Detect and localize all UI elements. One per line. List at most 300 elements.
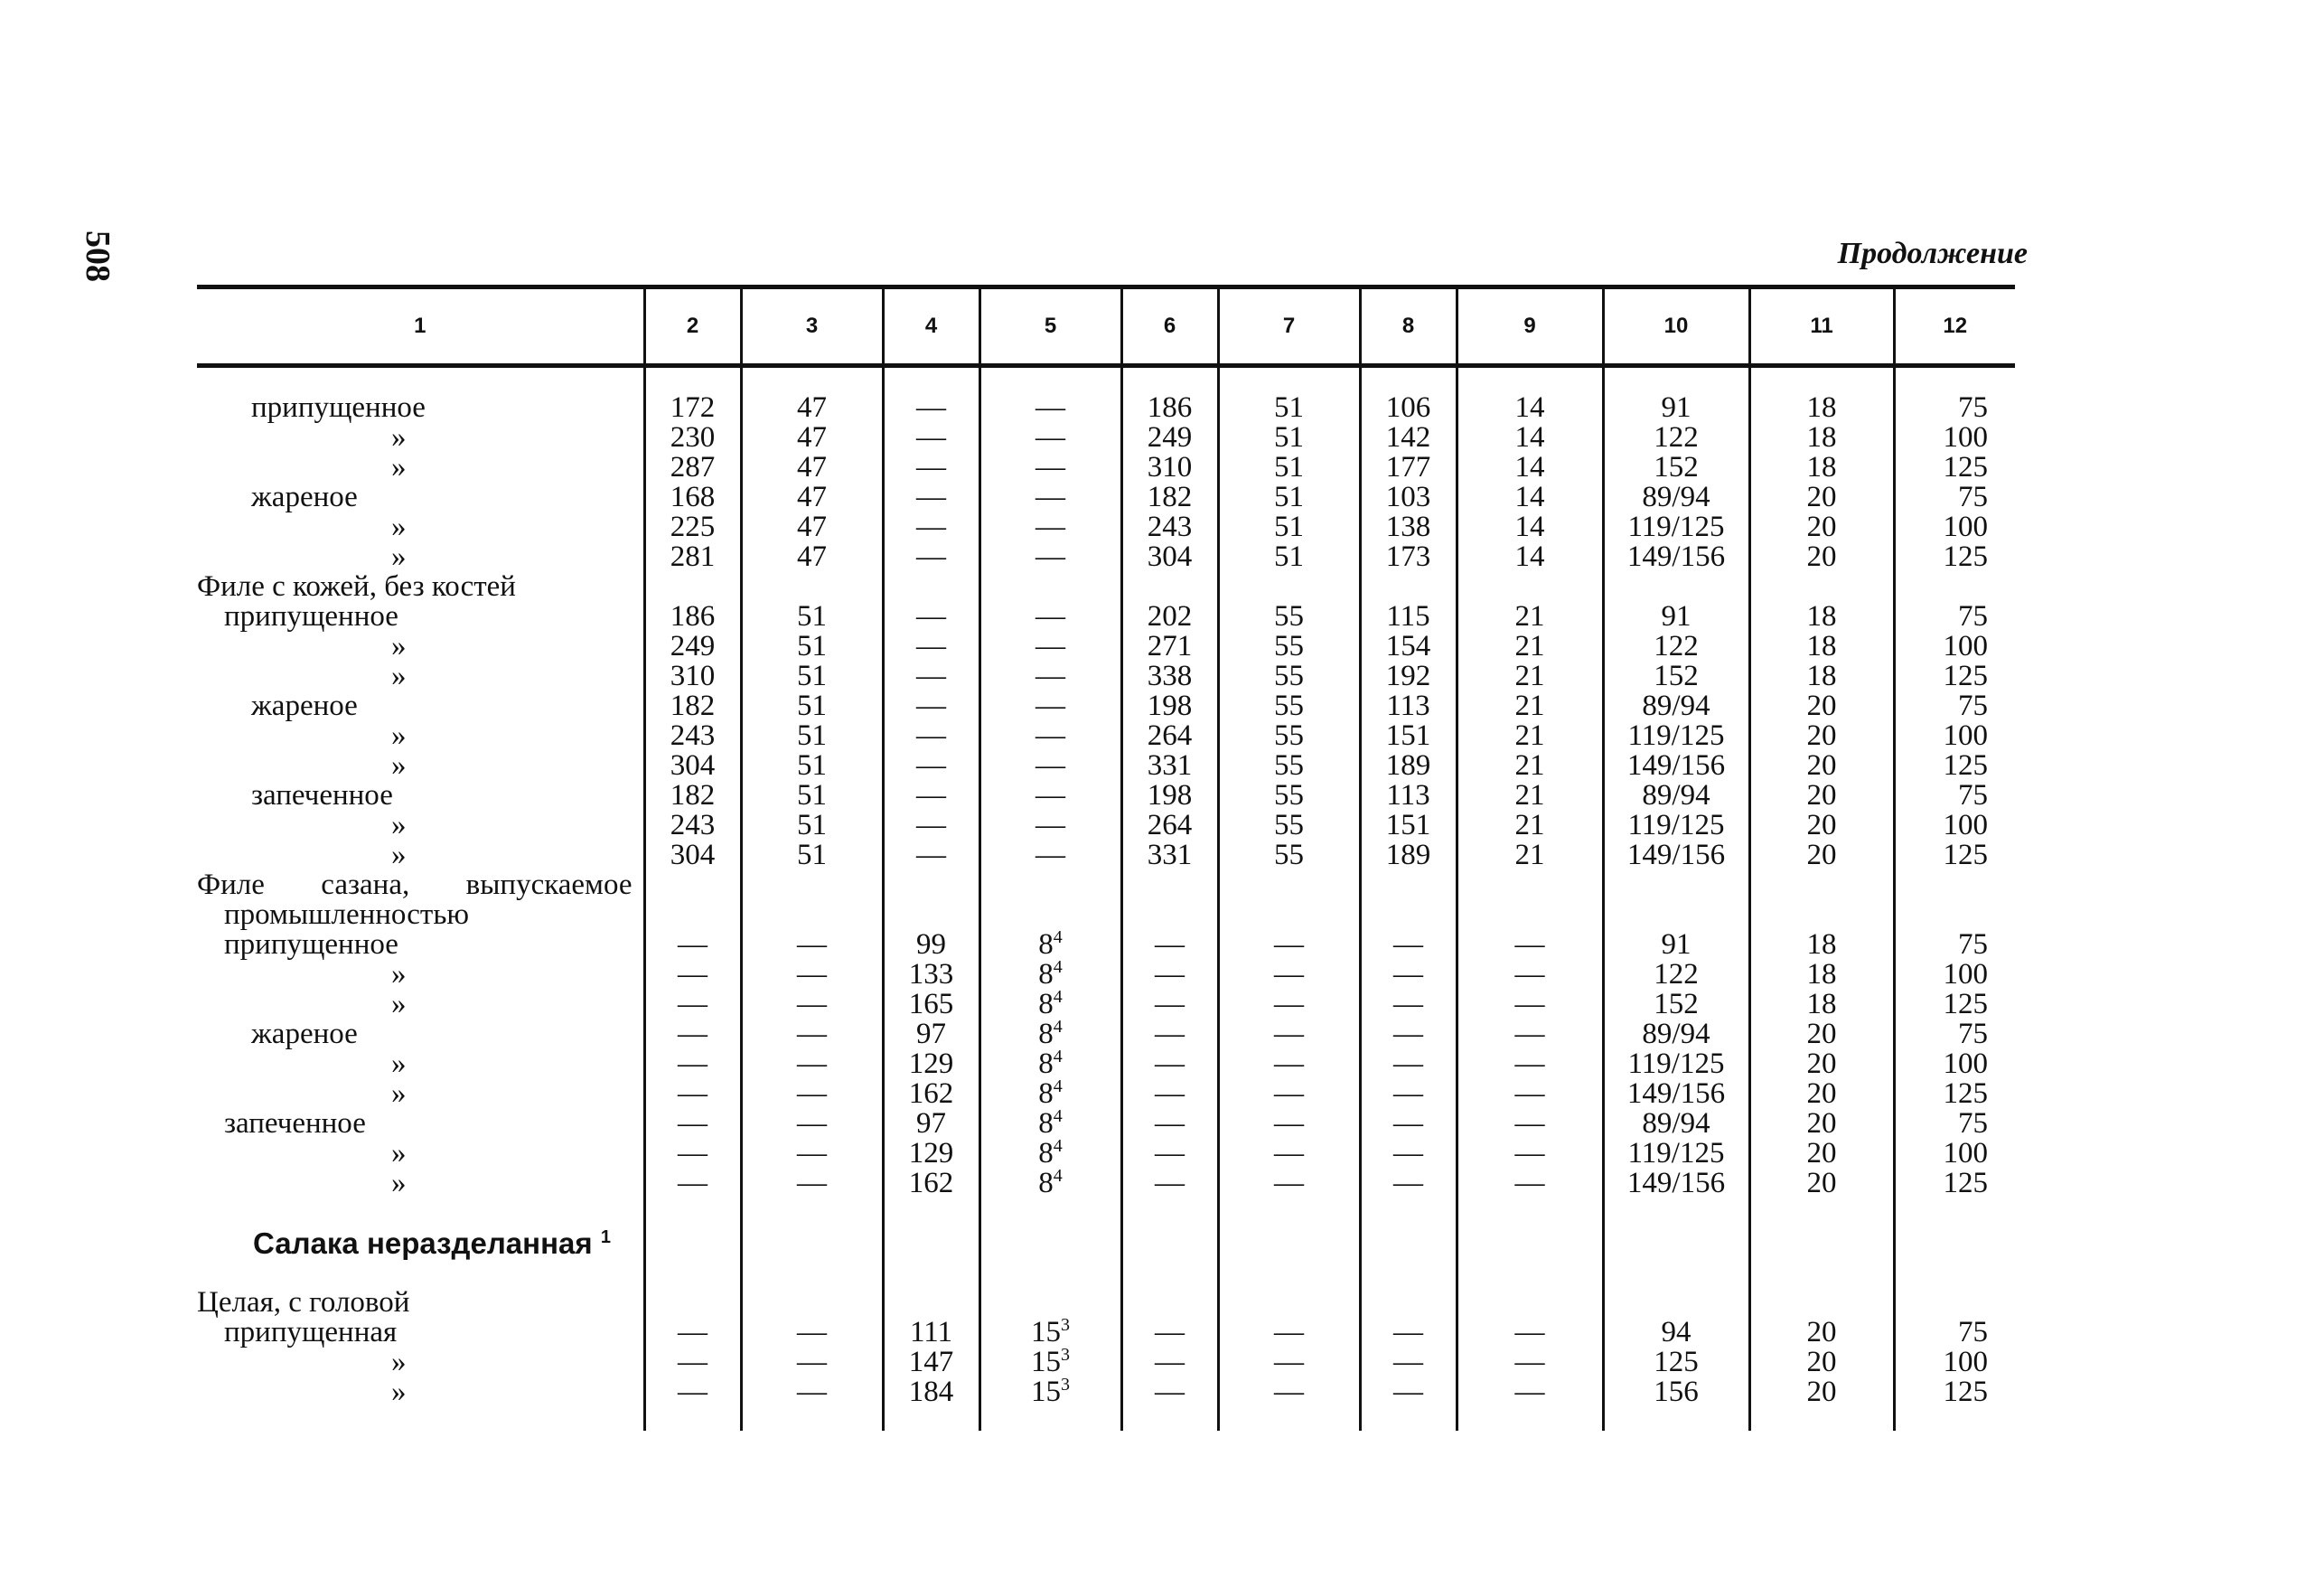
cell-col-11 [1749, 632, 1894, 662]
row-label [197, 1258, 644, 1288]
cell-col-6 [1121, 1109, 1218, 1139]
cell-col-8 [1360, 662, 1457, 691]
cell-col-7 [1218, 781, 1360, 811]
cell-col-2 [644, 1288, 741, 1318]
cell-col-9 [1457, 512, 1603, 542]
cell-col-10 [1603, 1228, 1749, 1258]
row-label-text: запеченное [224, 1107, 366, 1140]
cell-col-9 [1457, 602, 1603, 632]
cell-col-10 [1603, 900, 1749, 930]
cell-col-3 [741, 691, 883, 721]
cell-col-2 [644, 483, 741, 512]
cell-col-2 [644, 960, 741, 990]
table-header-row [197, 287, 2015, 366]
cell-col-5 [979, 1288, 1121, 1318]
cell-value: 243 [670, 719, 716, 752]
cell-col-12 [1894, 1169, 2015, 1198]
cell-value: 15 [1031, 1376, 1061, 1408]
cell-col-7 [1218, 1288, 1360, 1318]
table-row [197, 1288, 2015, 1318]
cell-value: 125 [1654, 1346, 1699, 1378]
cell-value: 55 [1274, 600, 1304, 633]
cell-col-7 [1218, 811, 1360, 841]
cell-value: 20 [1806, 719, 1837, 752]
cell-col-12 [1894, 1109, 2015, 1139]
row-label [197, 811, 644, 841]
cell-col-8 [1360, 721, 1457, 751]
cell-col-3 [741, 1288, 883, 1318]
cell-col-5 [979, 1315, 1121, 1348]
cell-col-12 [1894, 1258, 2015, 1288]
cell-col-4 [883, 423, 979, 453]
row-label-text: » [391, 839, 407, 871]
cell-col-4 [883, 1318, 979, 1348]
cell-value: 89/94 [1642, 1018, 1710, 1050]
cell-value: 125 [1943, 1077, 1988, 1110]
cell-value: 89/94 [1642, 1107, 1710, 1140]
cell-col-6 [1121, 990, 1218, 1019]
cell-col-10 [1603, 453, 1749, 483]
cell-value: — [916, 630, 946, 662]
cell-col-5 [979, 1106, 1121, 1140]
cell-value: — [1274, 1346, 1304, 1378]
cell-col-4 [883, 1348, 979, 1377]
cell-col-6 [1121, 1169, 1218, 1198]
cell-value: 21 [1514, 630, 1545, 662]
table-row [197, 366, 2015, 424]
cell-value: — [678, 988, 708, 1020]
cell-col-6 [1121, 721, 1218, 751]
cell-col-4 [883, 751, 979, 781]
cell-value: 20 [1806, 779, 1837, 812]
cell-value: 51 [797, 809, 827, 841]
cell-value: 47 [797, 421, 827, 454]
row-label-text: Филе сазана, выпускаемое [197, 869, 633, 901]
cell-value: 113 [1386, 779, 1430, 812]
cell-col-8 [1360, 960, 1457, 990]
cell-value: — [916, 451, 946, 484]
cell-value: — [797, 1376, 827, 1408]
cell-col-4 [883, 1019, 979, 1049]
row-label [197, 512, 644, 542]
cell-col-5 [979, 1049, 1121, 1079]
cell-value: 15 [1031, 1346, 1061, 1378]
footnote-marker: 4 [1053, 1017, 1063, 1037]
row-label-text: » [391, 511, 407, 543]
cell-col-5 [979, 1198, 1121, 1228]
row-label [197, 662, 644, 691]
cell-col-3 [741, 1377, 883, 1431]
cell-col-7 [1218, 512, 1360, 542]
cell-col-10 [1603, 602, 1749, 632]
cell-value: — [1155, 1018, 1185, 1050]
cell-col-6 [1121, 512, 1218, 542]
cell-col-3 [741, 1348, 883, 1377]
cell-value: 18 [1806, 600, 1837, 633]
cell-col-6 [1121, 602, 1218, 632]
cell-col-12 [1894, 1288, 2015, 1318]
row-label [197, 691, 644, 721]
cell-col-9 [1457, 366, 1603, 424]
cell-col-6 [1121, 662, 1218, 691]
cell-col-11 [1749, 572, 1894, 602]
cell-value: — [797, 988, 827, 1020]
cell-value: 75 [1958, 690, 1988, 722]
cell-value: — [1155, 1376, 1185, 1408]
cell-col-7 [1218, 960, 1360, 990]
cell-value: 243 [1147, 511, 1193, 543]
cell-value: 111 [909, 1316, 953, 1348]
cell-value: 14 [1514, 511, 1545, 543]
cell-col-7 [1218, 1377, 1360, 1431]
cell-value: 18 [1806, 958, 1837, 991]
cell-value: — [678, 1376, 708, 1408]
cell-value: 18 [1806, 451, 1837, 484]
cell-value: — [1514, 958, 1545, 991]
cell-value: 47 [797, 451, 827, 484]
cell-value: 113 [1386, 690, 1430, 722]
cell-col-6 [1121, 632, 1218, 662]
cell-value: 8 [1038, 1077, 1054, 1110]
cell-value: — [797, 1137, 827, 1170]
cell-col-11 [1749, 1169, 1894, 1198]
cell-value: — [1514, 1048, 1545, 1080]
cell-value: 20 [1806, 1346, 1837, 1378]
table-row [197, 811, 2015, 841]
cell-col-8 [1360, 366, 1457, 424]
cell-value: 264 [1147, 809, 1193, 841]
cell-col-3 [741, 1109, 883, 1139]
cell-value: — [1393, 1018, 1423, 1050]
cell-value: — [1274, 958, 1304, 991]
cell-col-5 [979, 572, 1121, 602]
cell-value: 47 [797, 540, 827, 573]
cell-value: 55 [1274, 779, 1304, 812]
cell-value: 18 [1806, 928, 1837, 961]
row-label-text: жареное [251, 690, 358, 722]
cell-value: 8 [1038, 928, 1054, 961]
cell-col-5 [979, 1377, 1121, 1431]
row-label [197, 1348, 644, 1377]
cell-col-9 [1457, 1258, 1603, 1288]
cell-col-8 [1360, 542, 1457, 572]
cell-col-11 [1749, 453, 1894, 483]
cell-value: — [1035, 719, 1065, 752]
cell-col-10 [1603, 1109, 1749, 1139]
cell-value: 149/156 [1626, 1077, 1726, 1110]
cell-col-9 [1457, 453, 1603, 483]
table-row [197, 900, 2015, 930]
cell-value: — [1514, 928, 1545, 961]
cell-col-2 [644, 900, 741, 930]
row-label-text: » [391, 1048, 407, 1080]
row-label [197, 1228, 644, 1258]
cell-col-5 [979, 453, 1121, 483]
cell-value: 125 [1943, 749, 1988, 782]
cell-value: 89/94 [1642, 779, 1710, 812]
table-row [197, 721, 2015, 751]
cell-col-8 [1360, 1079, 1457, 1109]
cell-col-3 [741, 870, 883, 900]
cell-col-7 [1218, 1348, 1360, 1377]
cell-col-2 [644, 1139, 741, 1169]
cell-col-8 [1360, 1139, 1457, 1169]
cell-value: 133 [908, 958, 954, 991]
table-row [197, 781, 2015, 811]
cell-value: — [1514, 1077, 1545, 1110]
cell-col-5 [979, 1076, 1121, 1110]
cell-col-9 [1457, 990, 1603, 1019]
cell-col-10 [1603, 483, 1749, 512]
table-row [197, 632, 2015, 662]
table-row [197, 423, 2015, 453]
continuation-label: Продолжение [1837, 237, 2028, 270]
cell-col-3 [741, 1079, 883, 1109]
cell-col-2 [644, 1109, 741, 1139]
cell-value: 75 [1958, 1316, 1988, 1348]
row-label [197, 483, 644, 512]
cell-value: 51 [797, 779, 827, 812]
cell-value: 51 [797, 660, 827, 692]
cell-col-9 [1457, 1169, 1603, 1198]
cell-value: 142 [1385, 421, 1431, 454]
cell-value: 8 [1038, 988, 1054, 1020]
cell-col-11 [1749, 366, 1894, 424]
cell-col-9 [1457, 483, 1603, 512]
cell-value: 331 [1147, 839, 1193, 871]
cell-col-11 [1749, 512, 1894, 542]
row-label [197, 1139, 644, 1169]
footnote-marker: 4 [1053, 1166, 1063, 1186]
cell-col-8 [1360, 751, 1457, 781]
cell-col-3 [741, 483, 883, 512]
cell-col-4 [883, 572, 979, 602]
cell-value: 149/156 [1626, 540, 1726, 573]
cell-col-7 [1218, 423, 1360, 453]
cell-col-7 [1218, 691, 1360, 721]
cell-col-3 [741, 1049, 883, 1079]
cell-value: — [1393, 958, 1423, 991]
cell-col-3 [741, 781, 883, 811]
cell-value: — [797, 1107, 827, 1140]
cell-col-5 [979, 542, 1121, 572]
cell-value: 151 [1385, 719, 1431, 752]
cell-value: 162 [908, 1167, 954, 1199]
cell-value: — [797, 1346, 827, 1378]
cell-value: 129 [908, 1137, 954, 1170]
cell-value: — [1035, 690, 1065, 722]
cell-value: 122 [1654, 630, 1699, 662]
cell-value: 51 [797, 749, 827, 782]
cell-col-12 [1894, 662, 2015, 691]
cell-col-9 [1457, 1109, 1603, 1139]
cell-value: — [1393, 1346, 1423, 1378]
cell-col-7 [1218, 1079, 1360, 1109]
cell-col-11 [1749, 1377, 1894, 1431]
cell-col-12 [1894, 930, 2015, 960]
cell-col-12 [1894, 542, 2015, 572]
cell-value: 281 [670, 540, 716, 573]
cell-col-11 [1749, 1288, 1894, 1318]
cell-value: 338 [1147, 660, 1193, 692]
cell-col-4 [883, 930, 979, 960]
row-label-text: припущенное [224, 600, 398, 633]
cell-col-4 [883, 483, 979, 512]
cell-col-4 [883, 1049, 979, 1079]
cell-col-2 [644, 423, 741, 453]
table-row [197, 1019, 2015, 1049]
table-row [197, 1228, 2015, 1258]
table-row [197, 691, 2015, 721]
cell-col-12 [1894, 721, 2015, 751]
table-row [197, 1348, 2015, 1377]
cell-value: 20 [1806, 1048, 1837, 1080]
cell-col-11 [1749, 751, 1894, 781]
cell-value: 97 [916, 1107, 946, 1140]
cell-value: 310 [670, 660, 716, 692]
cell-col-12 [1894, 366, 2015, 424]
cell-col-4 [883, 841, 979, 870]
cell-value: 14 [1514, 481, 1545, 513]
footnote-marker: 4 [1053, 927, 1063, 947]
cell-col-11 [1749, 423, 1894, 453]
cell-col-11 [1749, 870, 1894, 900]
cell-col-6 [1121, 1348, 1218, 1377]
cell-value: 21 [1514, 809, 1545, 841]
cell-value: — [916, 779, 946, 812]
row-label-text: » [391, 421, 407, 454]
row-label [197, 1019, 644, 1049]
cell-value: — [1274, 1376, 1304, 1408]
cell-value: 125 [1943, 660, 1988, 692]
cell-value: — [1514, 1137, 1545, 1170]
cell-col-3 [741, 721, 883, 751]
cell-value: 125 [1943, 1376, 1988, 1408]
footnote-marker: 3 [1061, 1345, 1070, 1365]
cell-value: 20 [1806, 511, 1837, 543]
cell-value: 147 [908, 1346, 954, 1378]
cell-value: — [797, 1316, 827, 1348]
row-label-text: » [391, 1077, 407, 1110]
cell-value: 51 [1274, 540, 1304, 573]
cell-col-6 [1121, 930, 1218, 960]
cell-col-5 [979, 366, 1121, 424]
cell-value: — [916, 839, 946, 871]
cell-col-6 [1121, 542, 1218, 572]
row-label [197, 1109, 644, 1139]
cell-col-8 [1360, 572, 1457, 602]
cell-col-11 [1749, 662, 1894, 691]
cell-col-2 [644, 632, 741, 662]
cell-col-12 [1894, 1318, 2015, 1348]
cell-value: — [678, 1107, 708, 1140]
cell-value: 20 [1806, 1107, 1837, 1140]
cell-col-7 [1218, 900, 1360, 930]
cell-value: 51 [797, 630, 827, 662]
cell-col-11 [1749, 811, 1894, 841]
cell-col-10 [1603, 542, 1749, 572]
cell-col-12 [1894, 1139, 2015, 1169]
cell-col-10 [1603, 781, 1749, 811]
cell-col-3 [741, 572, 883, 602]
cell-value: 125 [1943, 451, 1988, 484]
cell-col-7 [1218, 483, 1360, 512]
cell-col-3 [741, 542, 883, 572]
cell-col-5 [979, 957, 1121, 991]
row-label-text: жареное [251, 481, 358, 513]
cell-value: — [1155, 1107, 1185, 1140]
cell-value: — [1393, 928, 1423, 961]
column-header-7: 7 [1218, 287, 1360, 366]
cell-col-9 [1457, 662, 1603, 691]
cell-col-7 [1218, 1019, 1360, 1049]
cell-value: — [916, 660, 946, 692]
cell-col-5 [979, 1166, 1121, 1199]
footnote-marker: 4 [1053, 987, 1063, 1007]
cell-col-7 [1218, 751, 1360, 781]
cell-value: 100 [1943, 1137, 1988, 1170]
cell-value: 55 [1274, 630, 1304, 662]
table-row [197, 572, 2015, 602]
cell-col-12 [1894, 1019, 2015, 1049]
row-label [197, 870, 644, 900]
cell-value: 186 [1147, 391, 1193, 424]
cell-col-9 [1457, 423, 1603, 453]
cell-value: — [1514, 1107, 1545, 1140]
cell-value: 156 [1654, 1376, 1699, 1408]
cell-value: 119/125 [1627, 511, 1725, 543]
cell-col-2 [644, 572, 741, 602]
cell-value: 47 [797, 481, 827, 513]
cell-value: 202 [1147, 600, 1193, 633]
cell-col-9 [1457, 841, 1603, 870]
row-label [197, 781, 644, 811]
table-row [197, 1198, 2015, 1228]
cell-value: — [1155, 1137, 1185, 1170]
cell-value: 177 [1385, 451, 1431, 484]
cell-value: 21 [1514, 749, 1545, 782]
cell-col-3 [741, 1019, 883, 1049]
cell-col-6 [1121, 870, 1218, 900]
cell-value: 18 [1806, 391, 1837, 424]
cell-col-5 [979, 900, 1121, 930]
row-label-text: Целая, с головой [197, 1286, 410, 1319]
cell-col-7 [1218, 990, 1360, 1019]
cell-value: 100 [1943, 511, 1988, 543]
cell-value: 75 [1958, 600, 1988, 633]
cell-value: 18 [1806, 660, 1837, 692]
row-label [197, 900, 644, 930]
cell-col-8 [1360, 1019, 1457, 1049]
cell-value: 100 [1943, 719, 1988, 752]
cell-col-3 [741, 632, 883, 662]
cell-value: 91 [1661, 600, 1691, 633]
cell-col-7 [1218, 1258, 1360, 1288]
row-label-text: » [391, 1376, 407, 1408]
cell-col-9 [1457, 781, 1603, 811]
cell-value: — [797, 928, 827, 961]
cell-col-4 [883, 542, 979, 572]
cell-col-4 [883, 990, 979, 1019]
cell-value: 304 [1147, 540, 1193, 573]
cell-col-10 [1603, 930, 1749, 960]
cell-value: — [1393, 1077, 1423, 1110]
row-label-text: промышленностью [224, 898, 470, 931]
cell-value: — [916, 421, 946, 454]
cell-col-5 [979, 1345, 1121, 1378]
cell-value: 8 [1038, 958, 1054, 991]
cell-col-7 [1218, 1228, 1360, 1258]
